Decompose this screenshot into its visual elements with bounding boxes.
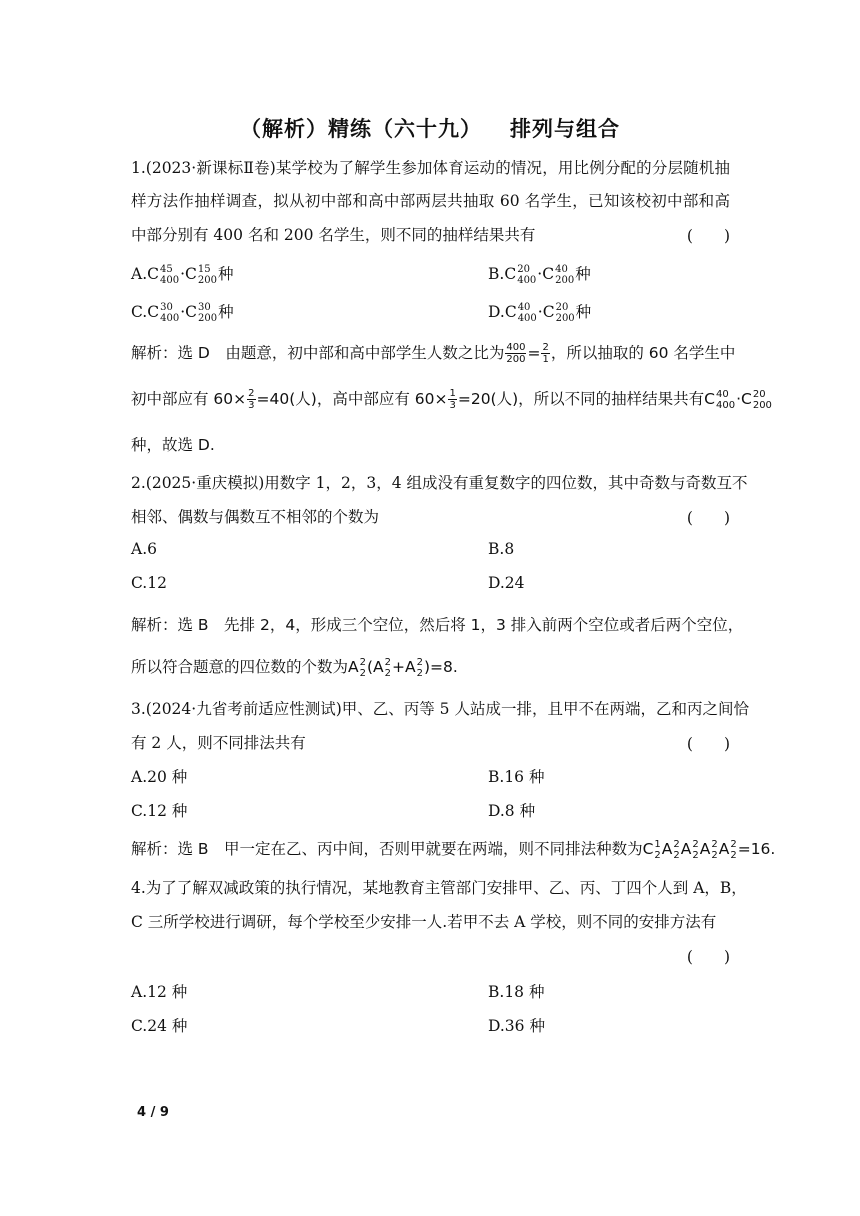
q1-option-c: C.C 30 400 ·C 30 200 种: [131, 302, 234, 324]
q2-stem-line2: 相邻、偶数与偶数互不相邻的个数为: [131, 508, 380, 526]
q1-stem-line3: 中部分别有 400 名和 200 名学生，则不同的抽样结果共有: [131, 226, 536, 244]
q4-stem-line2: C 三所学校进行调研，每个学校至少安排一人.若甲不去 A 学校，则不同的安排方法有: [131, 913, 717, 931]
q3-option-b: B.16 种: [488, 768, 545, 786]
q2-solution-line1: 解析：选 B 先排 2，4，形成三个空位，然后将 1，3 排入前两个空位或者后两个空位，: [131, 616, 744, 634]
q3-answer-paren: ( ): [686, 735, 730, 753]
q4-option-a: A.12 种: [131, 983, 188, 1001]
page-number: 4 / 9: [137, 1105, 169, 1120]
q4-stem-line1: 4.为了了解双减政策的执行情况，某地教育主管部门安排甲、乙、丙、丁四个人到 A，B，: [131, 879, 747, 897]
q1-solution-line1: 解析：选 D 由题意，初中部和高中部学生人数之比为 $\frac{400}{200}$ = $\frac{2}{1}$ ，所以抽取的 60 名学生中: [131, 342, 736, 365]
q1-solution-line2: 初中部应有 60× $\frac{2}{3}$ =40(人)，高中部应有 60× $\frac{1}{3}$ =20(人)，所以不同的抽样结果共有C 40 400 ·C 20 200: [131, 388, 772, 411]
q4-answer-paren: ( ): [686, 948, 730, 966]
q2-solution-line2: 所以符合题意的四位数的个数为A 2 2 (A 2 2 +A 2 2 )=8.: [131, 656, 458, 679]
q3-option-a: A.20 种: [131, 768, 188, 786]
q2-answer-paren: ( ): [686, 509, 730, 527]
q3-option-d: D.8 种: [488, 802, 536, 820]
q4-option-d: D.36 种: [488, 1017, 545, 1035]
q2-option-d: D.24: [488, 574, 525, 592]
q1-option-d: D.C 40 400 ·C 20 200 种: [488, 302, 592, 324]
q1-option-a: A.C 45 400 ·C 15 200 种: [131, 264, 234, 286]
q1-stem-line1: 1.(2023·新课标Ⅱ卷)某学校为了解学生参加体育运动的情况，用比例分配的分层随机抽: [131, 159, 730, 177]
q3-option-c: C.12 种: [131, 802, 188, 820]
title-part1: （解析）精练（六十九）: [240, 117, 482, 141]
title-part2: 排列与组合: [510, 117, 620, 141]
q3-stem-line2: 有 2 人，则不同排法共有: [131, 734, 306, 752]
q1-option-b: B.C 20 400 ·C 40 200 种: [488, 264, 591, 286]
q1-solution-line3: 种，故选 D.: [131, 436, 215, 454]
q3-solution-line1: 解析：选 B 甲一定在乙、丙中间，否则甲就要在两端，则不同排法种数为C 1 2 A 2 2 A 2 2 A 2 2 A 2 2 =16.: [131, 838, 776, 861]
q2-option-c: C.12: [131, 574, 167, 592]
q4-option-b: B.18 种: [488, 983, 545, 1001]
q1-answer-paren: ( ): [686, 227, 730, 245]
q1-stem-line2: 样方法作抽样调查，拟从初中部和高中部两层共抽取 60 名学生，已知该校初中部和高: [131, 192, 730, 210]
q4-option-c: C.24 种: [131, 1017, 188, 1035]
q2-option-b: B.8: [488, 540, 515, 558]
page-title: [0, 113, 860, 143]
q2-stem-line1: 2.(2025·重庆模拟)用数字 1，2，3，4 组成没有重复数字的四位数，其中奇数与奇数互不: [131, 474, 748, 492]
q3-stem-line1: 3.(2024·九省考前适应性测试)甲、乙、丙等 5 人站成一排，且甲不在两端，乙和丙之间恰: [131, 700, 749, 718]
q2-option-a: A.6: [131, 540, 157, 558]
